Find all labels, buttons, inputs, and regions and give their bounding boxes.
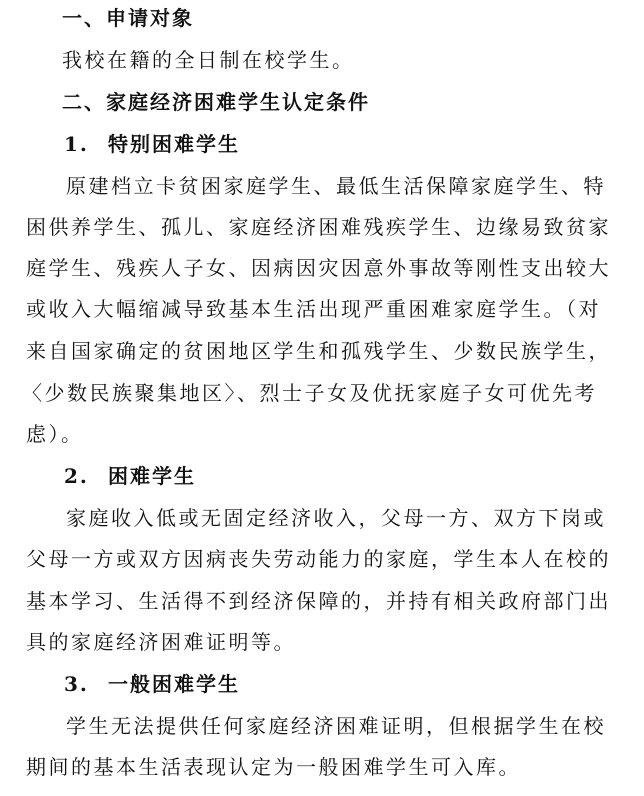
paragraph-line: 困供养学生、孤儿、家庭经济困难残疾学生、边缘易致贫家 <box>26 215 611 239</box>
paragraph-line: 家庭收入低或无固定经济收入，父母一方、双方下岗或 <box>66 506 606 530</box>
item-title: 特别困难学生 <box>108 132 240 156</box>
paragraph-line: 原建档立卡贫困家庭学生、最低生活保障家庭学生、特 <box>66 174 606 198</box>
paragraph-line: 虑）。 <box>26 422 84 446</box>
item-title: 一般困难学生 <box>108 672 240 696</box>
item-heading-general-difficulty <box>0 670 644 698</box>
item-number: 1. <box>64 132 89 156</box>
paragraph-line: 父母一方或双方因病丧失劳动能力的家庭，学生本人在校的 <box>26 547 611 571</box>
item-number: 2. <box>64 464 89 488</box>
item-heading-difficulty <box>0 462 644 490</box>
section-heading-criteria: 二、家庭经济困难学生认定条件 <box>62 90 370 114</box>
applicants-body: 我校在籍的全日制在校学生。 <box>62 48 355 72</box>
item-heading-special-difficulty <box>0 130 644 158</box>
item-title: 困难学生 <box>108 464 196 488</box>
paragraph-line: 来自国家确定的贫困地区学生和孤残学生、少数民族学生， <box>26 339 611 363</box>
paragraph-line: 学生无法提供任何家庭经济困难证明，但根据学生在校 <box>66 714 606 738</box>
paragraph-line: 庭学生、残疾人子女、因病因灾因意外事故等刚性支出较大 <box>26 256 611 280</box>
paragraph-line: 基本学习、生活得不到经济保障的，并持有相关政府部门出 <box>26 589 611 613</box>
paragraph-line: 〈少数民族聚集地区〉、烈士子女及优抚家庭子女可优先考 <box>22 381 597 405</box>
section-heading-applicants <box>0 4 644 32</box>
paragraph-line: 期间的基本生活表现认定为一般困难学生可入库。 <box>26 755 521 779</box>
section-heading-applicants-text: 一、申请对象 <box>62 6 194 30</box>
paragraph-line: 具的家庭经济困难证明等。 <box>26 630 296 654</box>
paragraph-line: 或收入大幅缩减导致基本生活出现严重困难家庭学生。（对 <box>26 297 601 321</box>
item-number: 3. <box>64 672 89 696</box>
